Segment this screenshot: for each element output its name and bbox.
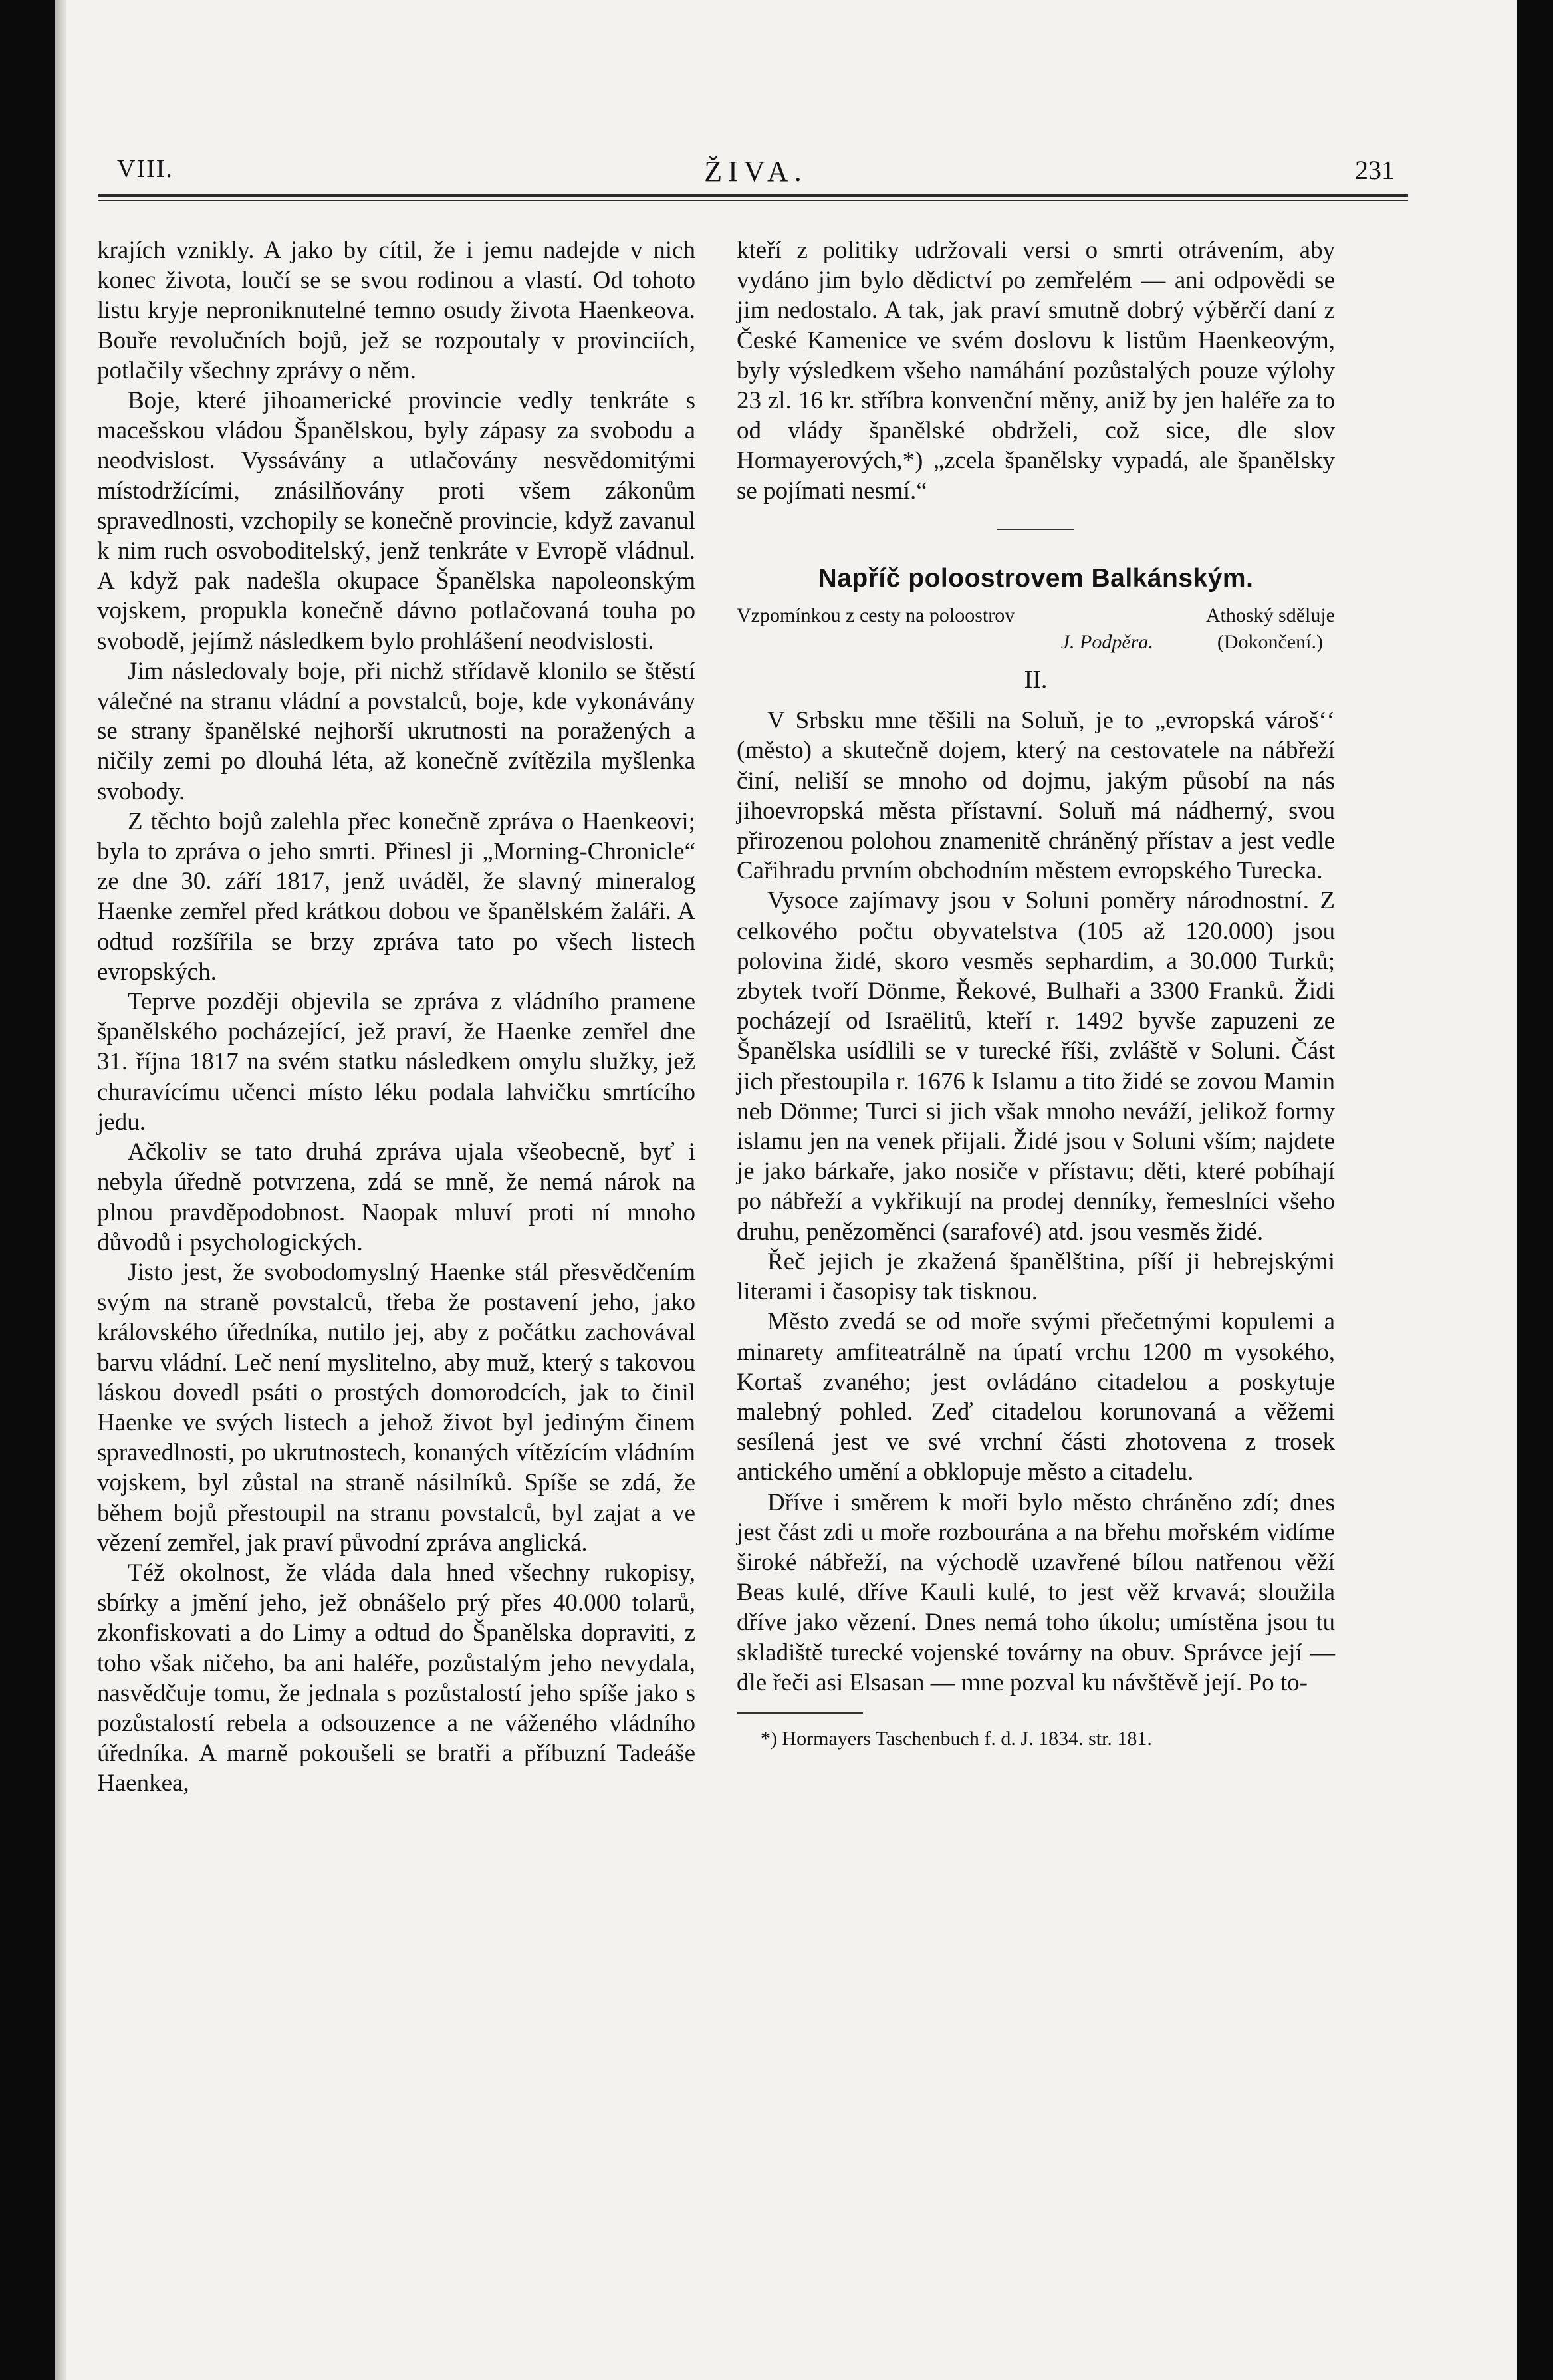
paragraph: Jisto jest, že svobodomyslný Haenke stál přesvědčením svým na straně povstalců, třeba že postavení jeho, jako královského úředníka, nutilo jej, aby z počátku zachovával barvu vládní. Leč není myslitelno, aby muž, který s takovou láskou dovedl psáti o prostých domorodcích, jak to činil Haenke ve svých listech a jehož život byl jediným činem spravedlnosti, po ukrutnostech, konaných vítězícím vládním vojskem, byl zůstal na straně násilníků. Spíše se zdá, že během bojů přestoupil na stranu povstalců, byl zajat a ve vězení zemřel, jak praví původní zpráva anglická.	[97, 1258, 695, 1557]
right-column	[737, 235, 1335, 1752]
article-title: Napříč poloostrovem Balkánským.	[818, 563, 1254, 593]
paragraph: Jim následovaly boje, při nichž střídavě klonilo se štěstí válečné na stranu vládní a povstalců, boje, kde vykonávány se strany španělské nejhorší ukrutnosti na poražených a ničily zemi po dlouhá léta, až konečně zvítězila myšlenka svobody.	[97, 657, 695, 805]
paragraph: Město zvedá se od moře svými přečetnými kopulemi a minarety amfiteatrálně na úpatí vrchu 1200 m vysokého, Kortaš zvaného; jest ovládáno citadelou a poskytuje malebný pohled. Zeď citadelou korunovaná a věžemi sesílená jest ve své vrchní části zhotovena z trosek antického umění a obklopuje město a citadelu.	[737, 1308, 1335, 1486]
running-header	[117, 154, 1395, 194]
author-name: J. Podpěra.	[1060, 631, 1153, 654]
paragraph: Teprve později objevila se zpráva z vládního pramene španělského pocházející, jež praví, že Haenke zemřel dne 31. října 1817 na svém statku následkem omylu služky, jež churavícímu učenci místo léku podala lahvičku smrtícího jedu.	[97, 988, 695, 1136]
paragraph: krajích vznikly. A jako by cítil, že i jemu nadejde v nich konec života, loučí se se svou rodinou a vlastí. Od tohoto listu kryje neproniknutelné temno osudy života Haenkeova. Bouře revolučních bojů, jež se rozpoutaly v provinciích, potlačily všechny zprávy o něm.	[97, 237, 695, 384]
page-number: 231	[1355, 155, 1395, 185]
binding-crease	[55, 0, 66, 2380]
part-number: II.	[1024, 666, 1048, 694]
left-column	[97, 235, 695, 1799]
article-byline	[737, 602, 1335, 656]
journal-title: ŽIVA.	[704, 155, 808, 188]
paragraph: Dříve i směrem k moři bylo město chráněno zdí; dnes jest část zdi u moře rozbourána a na břehu mořském vidíme široké nábřeží, na východě uzavřené bílou natřenou věží Beas kulé, dříve Kauli kulé, to jest věž krvavá; sloužila dříve jako vězení. Dnes nemá toho úkolu; umístěna jsou tu skladiště turecké vojenské továrny na obuv. Správce její — dle řeči asi Elsasan — mne pozval ku návštěvě její. Po to-	[737, 1488, 1335, 1696]
paragraph: Též okolnost, že vláda dala hned všechny rukopisy, sbírky a jmění jeho, jež obnášelo prý přes 40.000 tolarů, zkonfiskovati a do Limy a odtud do Španělska dopraviti, z toho však ničeho, ba ani haléře, pozůstalým jeho nevydala, nasvědčuje tomu, že jednala s pozůstalostí jeho spíše jako s pozůstalostí rebela a odsouzence a ne váženého vládního úředníka. A marně pokoušeli se bratři a příbuzní Tadeáše Haenkea,	[97, 1559, 695, 1797]
paragraph: Řeč jejich je zkažená španělština, píší ji hebrejskými literami i časopisy tak tisknou.	[737, 1248, 1335, 1306]
footnote: *) Hormayers Taschenbuch f. d. J. 1834. str. 181.	[761, 1727, 1152, 1750]
volume-number: VIII.	[117, 155, 174, 183]
paragraph: Boje, které jihoamerické provincie vedly tenkráte s macešskou vládou Španělskou, byly zápasy za svobodu a neodvislost. Vyssávány a utlačovány nesvědomitými místodržícími, znásilňovány proti všem zákonům spravedlnosti, vzchopily se konečně provincie, když zavanul k nim ruch osvoboditelský, jenž tenkráte v Evropě vládnul. A když pak nadešla okupace Španělska napoleonským vojskem, propukla konečně dávno potlačovaná touha po svobodě, jejímž následkem bylo prohlášení neodvislosti.	[97, 387, 695, 655]
byline-text-end: Athoský sděluje	[1205, 604, 1335, 627]
paragraph: Ačkoliv se tato druhá zpráva ujala všeobecně, byť i nebyla úředně potvrzena, zdá se mně, že nemá nárok na plnou pravděpodobnost. Naopak mluví proti ní mnoho důvodů i psychologických.	[97, 1138, 695, 1256]
continued-paragraph: kteří z politiky udržovali versi o smrti otrávením, aby vydáno jim bylo dědictví po zemřelém — ani odpovědi se jim nedostalo. A tak, jak praví smutně dobrý výběrčí daní z České Kamenice ve svém doslovu k listům Haenkeovým, byly výsledkem všeho namáhání pozůstalých pouze výlohy 23 zl. 16 kr. stříbra konvenční měny, aniž by jen haléře za to od vlády španělské obdrželi, což sice, dle slov Hormayerových,*) „zcela španělsky vypadá, ale španělsky se pojímati nesmí.“	[737, 237, 1335, 505]
section-separator	[997, 529, 1074, 530]
header-rule-thin	[98, 200, 1408, 201]
header-rule-thick	[98, 194, 1408, 197]
byline-text: Vzpomínkou z cesty na poloostrov	[737, 604, 1015, 627]
paragraph: Z těchto bojů zalehla přec konečně zpráva o Haenkeovi; byla to zpráva o jeho smrti. Přinesl ji „Morning-Chronicle“ ze dne 30. září 1817, jenž uváděl, že slavný mineralog Haenke zemřel před krátkou dobou ve španělském žaláři. A odtud rozšířila se brzy zpráva tato po všech listech evropských.	[97, 807, 695, 986]
concluded-note: (Dokončení.)	[1217, 631, 1323, 654]
footnote-rule	[737, 1712, 863, 1714]
paragraph: V Srbsku mne těšili na Soluň, je to „evropská várošʻʻ (město) a skutečně dojem, který na cestovatele na nábřeží činí, neliší se mnoho od dojmu, jakým působí na nás jihoevropská města přístavní. Soluň má nádherný, svou přirozenou polohou znamenitě chráněný přístav a jest vedle Cařihradu prvním obchodním městem evropského Turecka.	[737, 707, 1335, 885]
paragraph: Vysoce zajímavy jsou v Soluni poměry národnostní. Z celkového počtu obyvatelstva (105 až 120.000) jsou polovina židé, skoro vesměs sephardim, a 30.000 Turků; zbytek tvoří Dönme, Řekové, Bulhaři a 3300 Franků. Židi pocházejí od Israëlitů, kteří r. 1492 byvše zapuzeni ze Španělska usídlili se v turecké říši, zvláště v Soluni. Část jich přestoupila r. 1676 k Islamu a tito židé se zovou Mamin neb Dönme; Turci si jich však mnoho neváží, jelikož formy islamu jen na venek přijali. Židé jsou v Soluni vším; najdete je jako bárkaře, jako nosiče v přístavu; děti, které pobíhají po nábřeží a vykřikují na prodej denníky, řemeslníci všeho druhu, penězoměnci (sarafové) atd. jsou vesměs židé.	[737, 887, 1335, 1246]
